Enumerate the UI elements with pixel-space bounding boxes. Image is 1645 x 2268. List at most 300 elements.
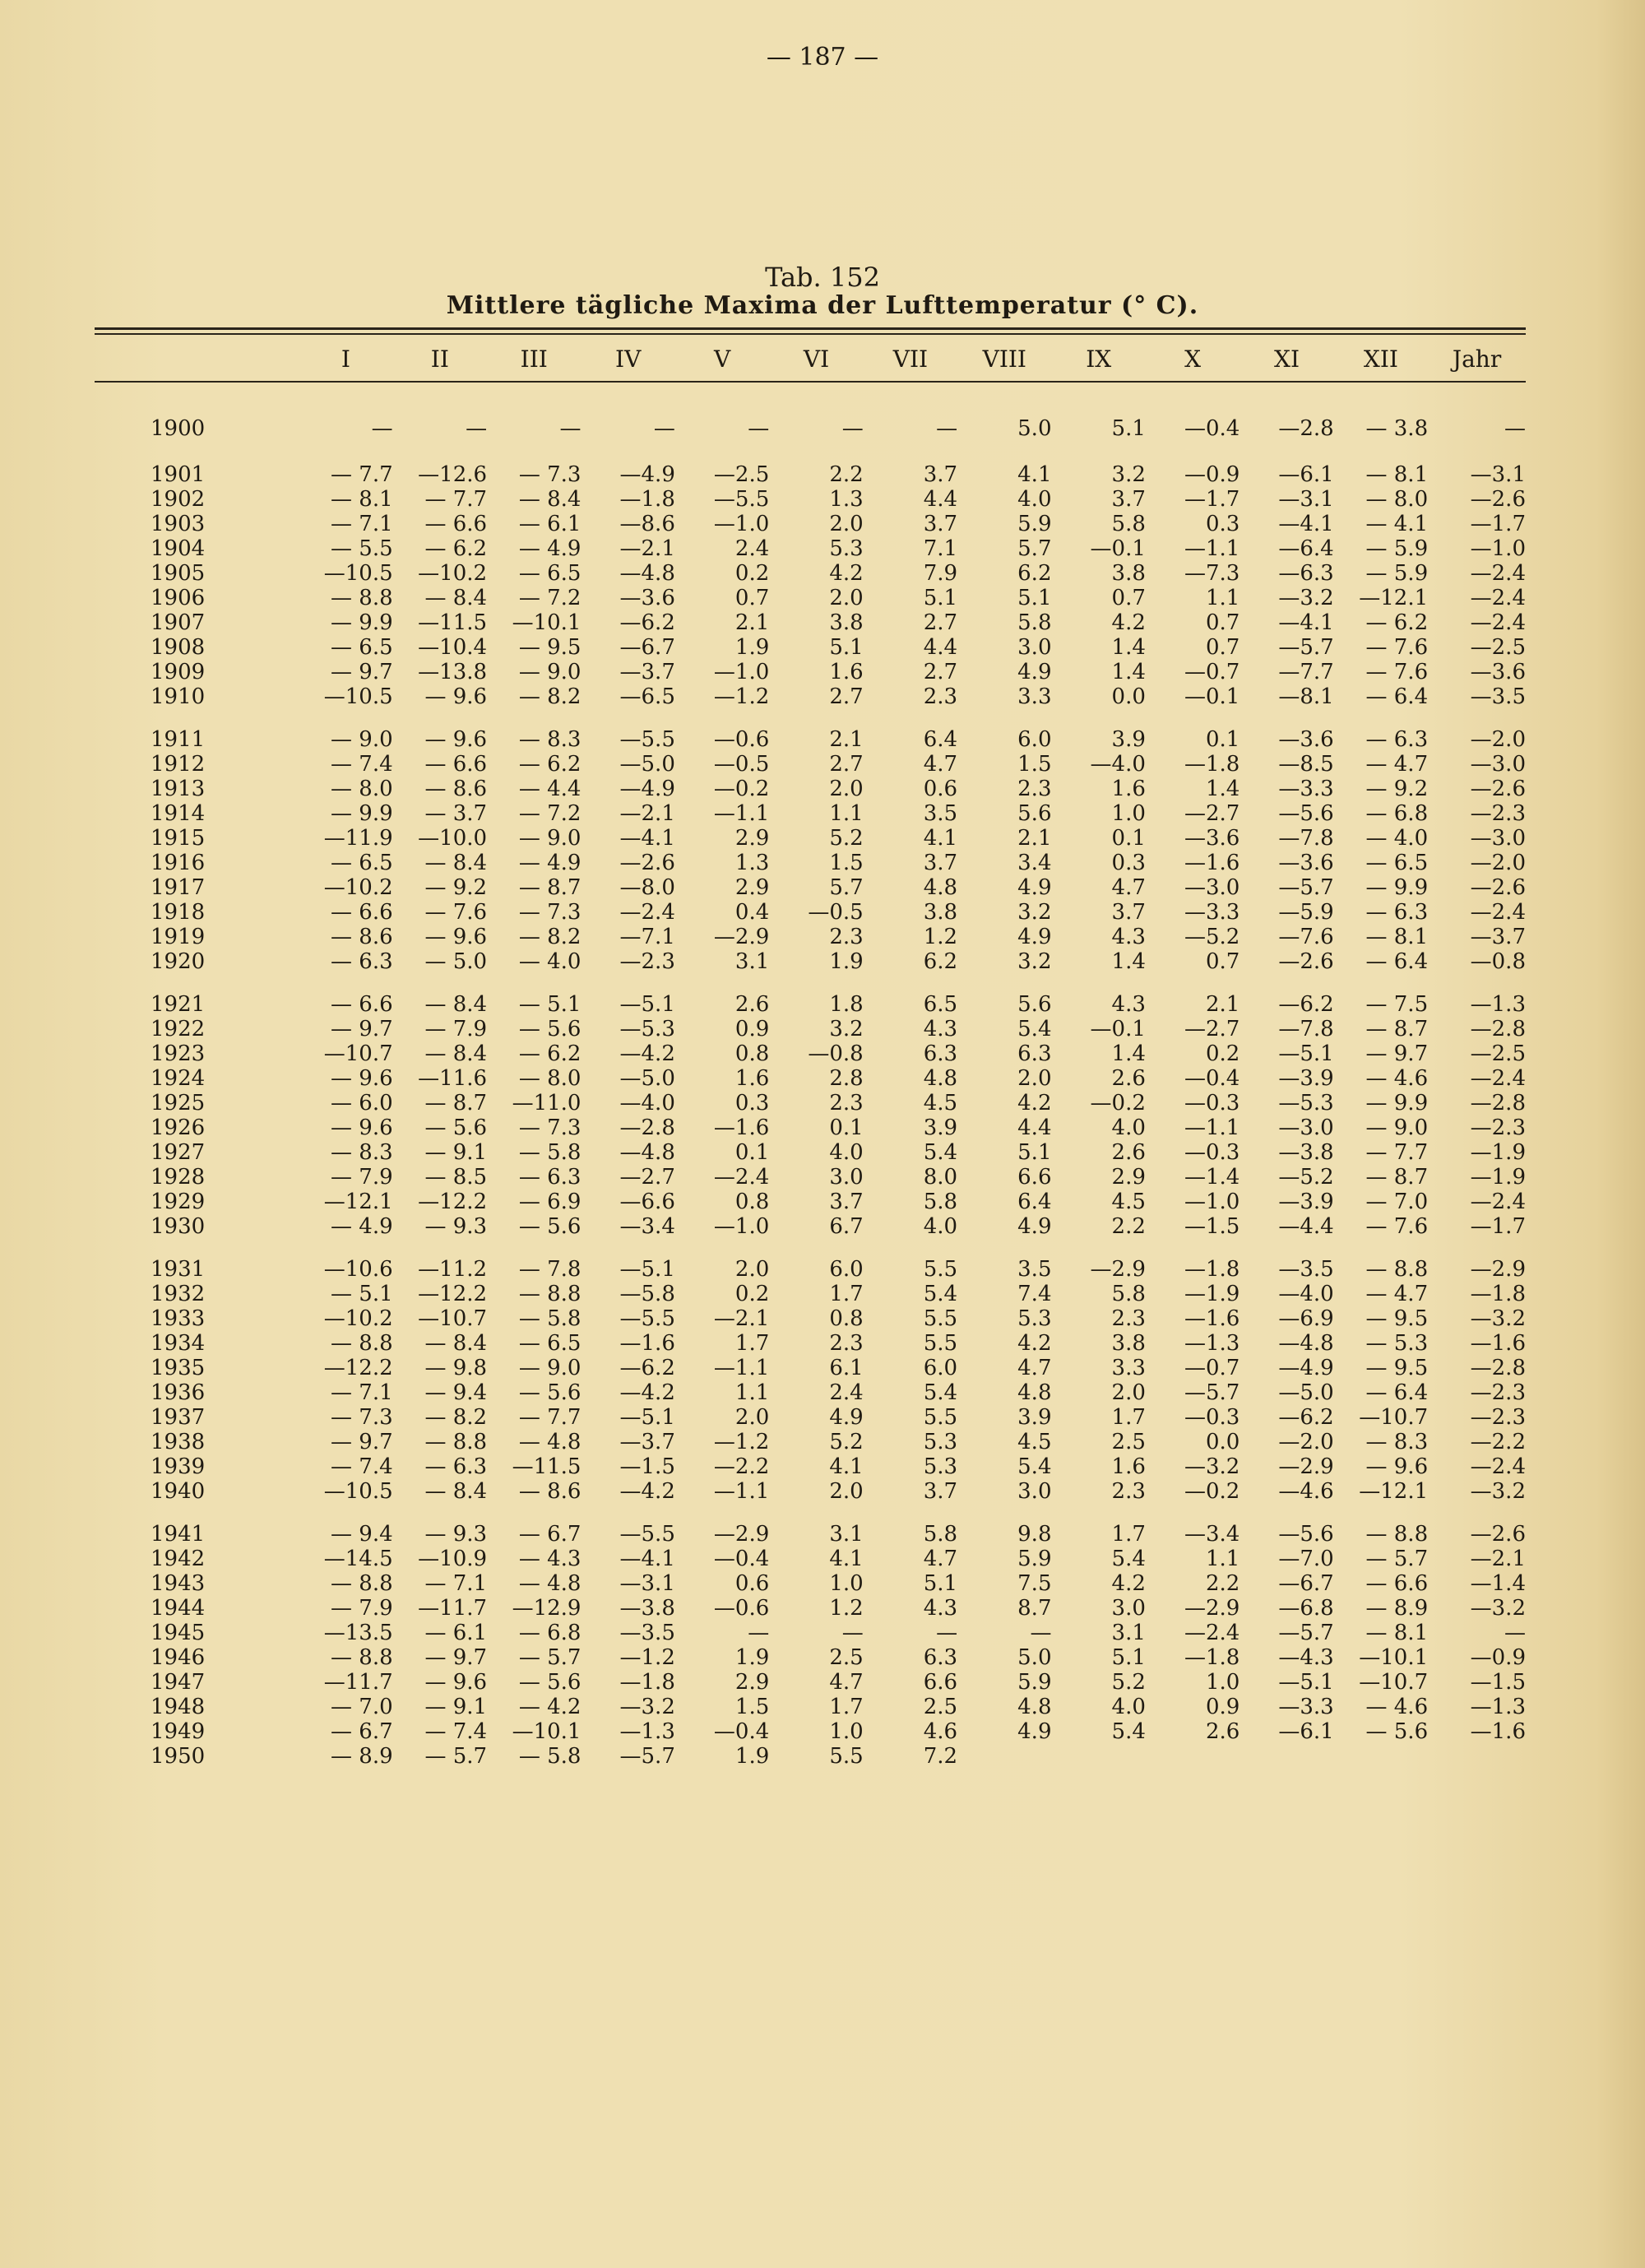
value-cell: —4.0: [1090, 752, 1146, 777]
value-cell: —: [748, 416, 770, 441]
value-cell: 1.4: [1205, 777, 1240, 801]
value-cell: 6.0: [1017, 727, 1052, 752]
value-cell: — 6.7: [518, 1522, 582, 1547]
value-cell: 5.5: [923, 1306, 958, 1331]
value-cell: — 6.3: [518, 1165, 582, 1190]
year-cell: 1910: [151, 684, 206, 709]
value-cell: —2.4: [1470, 1190, 1526, 1214]
value-cell: —2.6: [1470, 1522, 1526, 1547]
value-cell: 1.7: [734, 1331, 770, 1356]
table-row: [95, 635, 1526, 660]
value-cell: 4.0: [1111, 1695, 1146, 1719]
value-cell: —10.1: [512, 1719, 582, 1744]
value-cell: — 8.4: [424, 1041, 488, 1066]
value-cell: —10.2: [323, 1306, 393, 1331]
value-cell: — 8.0: [518, 1066, 582, 1091]
table-row: [95, 949, 1526, 974]
value-cell: — 4.7: [1365, 752, 1429, 777]
value-cell: 1.1: [1205, 586, 1240, 610]
value-cell: — 5.6: [518, 1214, 582, 1239]
value-cell: — 8.4: [424, 1331, 488, 1356]
value-cell: 4.3: [923, 1017, 958, 1041]
value-cell: 3.9: [1111, 727, 1146, 752]
value-cell: 5.4: [1111, 1719, 1146, 1744]
table-row: [95, 1017, 1526, 1041]
value-cell: — 9.1: [424, 1140, 488, 1165]
value-cell: — 9.2: [1365, 777, 1429, 801]
year-cell: 1921: [151, 992, 206, 1017]
value-cell: —1.5: [619, 1454, 675, 1479]
value-cell: — 9.5: [1365, 1356, 1429, 1380]
value-cell: 3.0: [1017, 635, 1052, 660]
value-cell: — 8.2: [518, 684, 582, 709]
value-cell: —2.3: [1470, 1380, 1526, 1405]
table-row: [95, 777, 1526, 801]
table-row: [95, 801, 1526, 826]
value-cell: —1.2: [619, 1645, 675, 1670]
value-cell: — 7.3: [331, 1405, 393, 1430]
value-cell: —3.6: [619, 586, 675, 610]
value-cell: —5.3: [619, 1017, 675, 1041]
value-cell: 2.5: [829, 1645, 864, 1670]
year-cell: 1917: [151, 875, 206, 900]
value-cell: 1.3: [829, 487, 864, 512]
value-cell: — 6.1: [518, 512, 582, 536]
value-cell: —12.2: [323, 1356, 393, 1380]
value-cell: 1.9: [734, 1645, 770, 1670]
table-row: [95, 610, 1526, 635]
table-row: [95, 1380, 1526, 1405]
value-cell: 0.1: [829, 1115, 864, 1140]
table-row: [95, 462, 1526, 487]
value-cell: —2.5: [713, 462, 770, 487]
value-cell: 4.7: [1017, 1356, 1052, 1380]
column-header: XI: [1274, 345, 1300, 373]
value-cell: 2.3: [829, 1091, 864, 1115]
value-cell: —3.8: [1278, 1140, 1334, 1165]
value-cell: —5.6: [1278, 1522, 1334, 1547]
table-row: [95, 752, 1526, 777]
spacer-cell: [95, 709, 1526, 727]
value-cell: 3.7: [923, 462, 958, 487]
value-cell: —2.8: [1470, 1017, 1526, 1041]
year-cell: 1950: [151, 1744, 206, 1769]
value-cell: —10.9: [418, 1547, 488, 1571]
value-cell: — 8.6: [424, 777, 488, 801]
value-cell: —1.7: [1470, 1214, 1526, 1239]
value-cell: —4.6: [1278, 1479, 1334, 1504]
value-cell: 1.9: [734, 635, 770, 660]
value-cell: —0.8: [1470, 949, 1526, 974]
value-cell: — 4.9: [518, 536, 582, 561]
value-cell: — 6.5: [518, 1331, 582, 1356]
value-cell: —5.1: [619, 992, 675, 1017]
value-cell: — 6.2: [424, 536, 488, 561]
value-cell: — 9.6: [424, 684, 488, 709]
year-cell: 1918: [151, 900, 206, 925]
table-row: [95, 1041, 1526, 1066]
value-cell: 3.9: [923, 1115, 958, 1140]
value-cell: —1.8: [1184, 1645, 1240, 1670]
year-cell: 1949: [151, 1719, 206, 1744]
value-cell: —6.6: [619, 1190, 675, 1214]
value-cell: —3.6: [1184, 826, 1240, 851]
value-cell: —4.8: [619, 561, 675, 586]
value-cell: 1.6: [1111, 1454, 1146, 1479]
value-cell: — 9.5: [518, 635, 582, 660]
value-cell: — 7.4: [331, 1454, 393, 1479]
value-cell: —2.6: [1470, 777, 1526, 801]
value-cell: — 8.7: [424, 1091, 488, 1115]
value-cell: —6.1: [1278, 1719, 1334, 1744]
value-cell: —4.4: [1278, 1214, 1334, 1239]
value-cell: —10.2: [323, 875, 393, 900]
table-row: [95, 586, 1526, 610]
value-cell: —3.6: [1278, 851, 1334, 875]
value-cell: —0.6: [713, 727, 770, 752]
value-cell: 5.7: [829, 875, 864, 900]
value-cell: 3.2: [1017, 949, 1052, 974]
table-row: [95, 536, 1526, 561]
value-cell: —5.1: [619, 1257, 675, 1282]
table-row: [95, 660, 1526, 684]
value-cell: —2.9: [1090, 1257, 1146, 1282]
value-cell: 2.4: [734, 536, 770, 561]
year-cell: 1945: [151, 1621, 206, 1645]
value-cell: 0.4: [734, 900, 770, 925]
table-row: [95, 1522, 1526, 1547]
value-cell: — 9.7: [331, 1430, 393, 1454]
value-cell: 2.7: [923, 610, 958, 635]
table-row: [95, 1454, 1526, 1479]
value-cell: 4.6: [923, 1719, 958, 1744]
value-cell: 1.1: [829, 801, 864, 826]
value-cell: 1.9: [829, 949, 864, 974]
value-cell: — 4.1: [1365, 512, 1429, 536]
value-cell: 5.4: [1017, 1017, 1052, 1041]
year-cell: 1925: [151, 1091, 206, 1115]
value-cell: —2.8: [619, 1115, 675, 1140]
year-cell: 1909: [151, 660, 206, 684]
value-cell: 1.0: [829, 1571, 864, 1596]
value-cell: — 7.9: [331, 1165, 393, 1190]
value-cell: — 6.5: [518, 561, 582, 586]
value-cell: 2.0: [1111, 1380, 1146, 1405]
value-cell: 5.4: [923, 1380, 958, 1405]
value-cell: 0.9: [734, 1017, 770, 1041]
value-cell: 1.0: [829, 1719, 864, 1744]
year-cell: 1938: [151, 1430, 206, 1454]
value-cell: —2.6: [1470, 875, 1526, 900]
value-cell: — 8.3: [331, 1140, 393, 1165]
value-cell: 4.4: [923, 487, 958, 512]
value-cell: — 6.4: [1365, 949, 1429, 974]
table-row: [95, 1091, 1526, 1115]
value-cell: 0.2: [734, 561, 770, 586]
value-cell: —5.7: [619, 1744, 675, 1769]
value-cell: —1.6: [713, 1115, 770, 1140]
value-cell: —2.0: [1278, 1430, 1334, 1454]
value-cell: 1.7: [829, 1282, 864, 1306]
value-cell: 3.0: [1111, 1596, 1146, 1621]
spacer-cell: [95, 444, 1526, 462]
value-cell: —7.7: [1278, 660, 1334, 684]
page-number: — 187 —: [766, 43, 879, 72]
value-cell: —10.4: [418, 635, 488, 660]
value-cell: — 4.9: [518, 851, 582, 875]
value-cell: —1.5: [1184, 1214, 1240, 1239]
value-cell: —10.1: [1359, 1645, 1429, 1670]
value-cell: —1.1: [1184, 1115, 1240, 1140]
value-cell: 2.2: [1205, 1571, 1240, 1596]
value-cell: —5.5: [619, 727, 675, 752]
value-cell: —11.6: [418, 1066, 488, 1091]
value-cell: 1.1: [1205, 1547, 1240, 1571]
value-cell: —4.0: [1278, 1282, 1334, 1306]
table-row: [95, 1190, 1526, 1214]
value-cell: — 7.0: [1365, 1190, 1429, 1214]
value-cell: — 5.1: [331, 1282, 393, 1306]
value-cell: 0.7: [1205, 610, 1240, 635]
value-cell: 2.3: [1017, 777, 1052, 801]
value-cell: — 9.6: [331, 1115, 393, 1140]
value-cell: 2.9: [734, 826, 770, 851]
value-cell: 2.5: [1111, 1430, 1146, 1454]
value-cell: 0.6: [734, 1571, 770, 1596]
value-cell: —2.4: [1470, 586, 1526, 610]
value-cell: 6.1: [829, 1356, 864, 1380]
value-cell: 3.1: [829, 1522, 864, 1547]
value-cell: 5.3: [923, 1454, 958, 1479]
value-cell: —10.5: [323, 1479, 393, 1504]
value-cell: — 5.3: [1365, 1331, 1429, 1356]
value-cell: 5.6: [1017, 992, 1052, 1017]
value-cell: 0.7: [1205, 949, 1240, 974]
value-cell: 4.3: [1111, 925, 1146, 949]
value-cell: 4.3: [923, 1596, 958, 1621]
value-cell: —: [1504, 416, 1526, 441]
value-cell: —1.3: [619, 1719, 675, 1744]
value-cell: —2.8: [1470, 1091, 1526, 1115]
value-cell: 4.5: [1111, 1190, 1146, 1214]
value-cell: — 7.3: [518, 1115, 582, 1140]
value-cell: —1.5: [1470, 1670, 1526, 1695]
value-cell: —1.3: [1470, 1695, 1526, 1719]
value-cell: — 6.6: [1365, 1571, 1429, 1596]
value-cell: —6.8: [1278, 1596, 1334, 1621]
value-cell: —0.4: [1184, 1066, 1240, 1091]
value-cell: — 9.0: [518, 1356, 582, 1380]
value-cell: —3.2: [1470, 1306, 1526, 1331]
value-cell: — 4.8: [518, 1430, 582, 1454]
value-cell: —3.0: [1278, 1115, 1334, 1140]
table-row: [95, 1282, 1526, 1306]
table-row: [95, 1596, 1526, 1621]
value-cell: 2.3: [829, 1331, 864, 1356]
value-cell: —11.7: [418, 1596, 488, 1621]
value-cell: —0.3: [1184, 1405, 1240, 1430]
value-cell: — 7.9: [331, 1596, 393, 1621]
value-cell: —5.7: [1278, 1621, 1334, 1645]
value-cell: — 7.1: [331, 1380, 393, 1405]
value-cell: — 9.6: [424, 727, 488, 752]
value-cell: —5.5: [619, 1306, 675, 1331]
value-cell: 4.1: [1017, 462, 1052, 487]
value-cell: 1.1: [734, 1380, 770, 1405]
value-cell: —: [1504, 1621, 1526, 1645]
value-cell: 5.5: [923, 1257, 958, 1282]
value-cell: —1.1: [713, 1356, 770, 1380]
value-cell: — 5.6: [518, 1017, 582, 1041]
value-cell: —1.2: [713, 684, 770, 709]
value-cell: 5.3: [1017, 1306, 1052, 1331]
value-cell: — 9.6: [1365, 1454, 1429, 1479]
value-cell: —7.1: [619, 925, 675, 949]
value-cell: 5.1: [1111, 416, 1146, 441]
value-cell: —13.5: [323, 1621, 393, 1645]
value-cell: — 4.0: [518, 949, 582, 974]
value-cell: — 8.5: [424, 1165, 488, 1190]
value-cell: —10.1: [512, 610, 582, 635]
value-cell: 5.1: [1111, 1645, 1146, 1670]
table-row: [95, 1670, 1526, 1695]
value-cell: 4.1: [923, 826, 958, 851]
value-cell: 2.6: [1205, 1719, 1240, 1744]
value-cell: — 6.0: [331, 1091, 393, 1115]
table-row: [95, 378, 1526, 444]
value-cell: 4.1: [829, 1547, 864, 1571]
value-cell: —4.2: [619, 1041, 675, 1066]
value-cell: 2.0: [829, 512, 864, 536]
value-cell: —1.3: [1184, 1331, 1240, 1356]
value-cell: —11.2: [418, 1257, 488, 1282]
column-header: Jahr: [1452, 345, 1502, 373]
value-cell: —3.1: [1470, 462, 1526, 487]
value-cell: —0.9: [1470, 1645, 1526, 1670]
value-cell: 1.2: [923, 925, 958, 949]
value-cell: —2.6: [619, 851, 675, 875]
value-cell: — 6.3: [331, 949, 393, 974]
value-cell: — 8.8: [331, 1645, 393, 1670]
value-cell: —3.6: [1278, 727, 1334, 752]
value-cell: 3.3: [1017, 684, 1052, 709]
value-cell: —6.7: [1278, 1571, 1334, 1596]
table-row: [95, 727, 1526, 752]
value-cell: —0.2: [713, 777, 770, 801]
year-cell: 1902: [151, 487, 206, 512]
value-cell: 2.1: [829, 727, 864, 752]
value-cell: —1.4: [1184, 1165, 1240, 1190]
year-cell: 1919: [151, 925, 206, 949]
value-cell: — 5.7: [1365, 1547, 1429, 1571]
value-cell: —3.9: [1278, 1190, 1334, 1214]
value-cell: 7.4: [1017, 1282, 1052, 1306]
value-cell: —1.8: [1184, 1257, 1240, 1282]
table-row: [95, 1621, 1526, 1645]
table-row: [95, 1547, 1526, 1571]
table-row: [95, 1115, 1526, 1140]
year-cell: 1924: [151, 1066, 206, 1091]
year-cell: 1904: [151, 536, 206, 561]
value-cell: 3.1: [1111, 1621, 1146, 1645]
value-cell: — 9.7: [1365, 1041, 1429, 1066]
value-cell: —2.4: [1184, 1621, 1240, 1645]
value-cell: — 8.0: [331, 777, 393, 801]
table-row: [95, 1645, 1526, 1670]
value-cell: —10.7: [1359, 1405, 1429, 1430]
value-cell: 0.3: [1205, 512, 1240, 536]
value-cell: — 7.6: [1365, 635, 1429, 660]
value-cell: 2.0: [734, 1405, 770, 1430]
value-cell: 0.9: [1205, 1695, 1240, 1719]
value-cell: — 6.7: [331, 1719, 393, 1744]
value-cell: —1.9: [1184, 1282, 1240, 1306]
value-cell: —3.4: [619, 1214, 675, 1239]
value-cell: 2.9: [734, 1670, 770, 1695]
table-row: [95, 1571, 1526, 1596]
value-cell: — 5.6: [424, 1115, 488, 1140]
value-cell: —1.8: [619, 487, 675, 512]
year-cell: 1940: [151, 1479, 206, 1504]
table-row: [95, 512, 1526, 536]
group-spacer: [95, 1239, 1526, 1257]
value-cell: — 9.3: [424, 1214, 488, 1239]
value-cell: — 8.1: [1365, 1621, 1429, 1645]
value-cell: —3.1: [619, 1571, 675, 1596]
value-cell: 1.0: [1205, 1670, 1240, 1695]
value-cell: —1.6: [1470, 1719, 1526, 1744]
value-cell: — 8.8: [1365, 1522, 1429, 1547]
table-row: [95, 487, 1526, 512]
value-cell: —2.5: [1470, 1041, 1526, 1066]
value-cell: 5.2: [829, 1430, 864, 1454]
table-row: [95, 1719, 1526, 1744]
value-cell: —1.4: [1470, 1571, 1526, 1596]
value-cell: — 8.6: [331, 925, 393, 949]
year-cell: 1906: [151, 586, 206, 610]
value-cell: — 6.8: [1365, 801, 1429, 826]
value-cell: — 8.8: [424, 1430, 488, 1454]
group-spacer: [95, 709, 1526, 727]
value-cell: —10.7: [418, 1306, 488, 1331]
table-row: [95, 1214, 1526, 1239]
value-cell: —0.1: [1184, 684, 1240, 709]
value-cell: — 8.8: [1365, 1257, 1429, 1282]
value-cell: 4.2: [1017, 1331, 1052, 1356]
value-cell: —6.2: [619, 610, 675, 635]
year-cell: 1931: [151, 1257, 206, 1282]
value-cell: — 9.1: [424, 1695, 488, 1719]
value-cell: 2.0: [734, 1257, 770, 1282]
value-cell: —2.8: [1470, 1356, 1526, 1380]
value-cell: —2.1: [619, 801, 675, 826]
value-cell: 2.7: [829, 752, 864, 777]
value-cell: —: [371, 416, 393, 441]
value-cell: 5.3: [829, 536, 864, 561]
value-cell: — 4.8: [518, 1571, 582, 1596]
value-cell: — 7.4: [424, 1719, 488, 1744]
value-cell: —: [653, 416, 675, 441]
value-cell: 3.8: [1111, 1331, 1146, 1356]
value-cell: —3.5: [619, 1621, 675, 1645]
value-cell: 2.6: [1111, 1066, 1146, 1091]
value-cell: —3.0: [1470, 752, 1526, 777]
value-cell: 4.9: [829, 1405, 864, 1430]
value-cell: 1.9: [734, 1744, 770, 1769]
value-cell: — 6.2: [518, 752, 582, 777]
value-cell: —8.6: [619, 512, 675, 536]
value-cell: 5.2: [1111, 1670, 1146, 1695]
